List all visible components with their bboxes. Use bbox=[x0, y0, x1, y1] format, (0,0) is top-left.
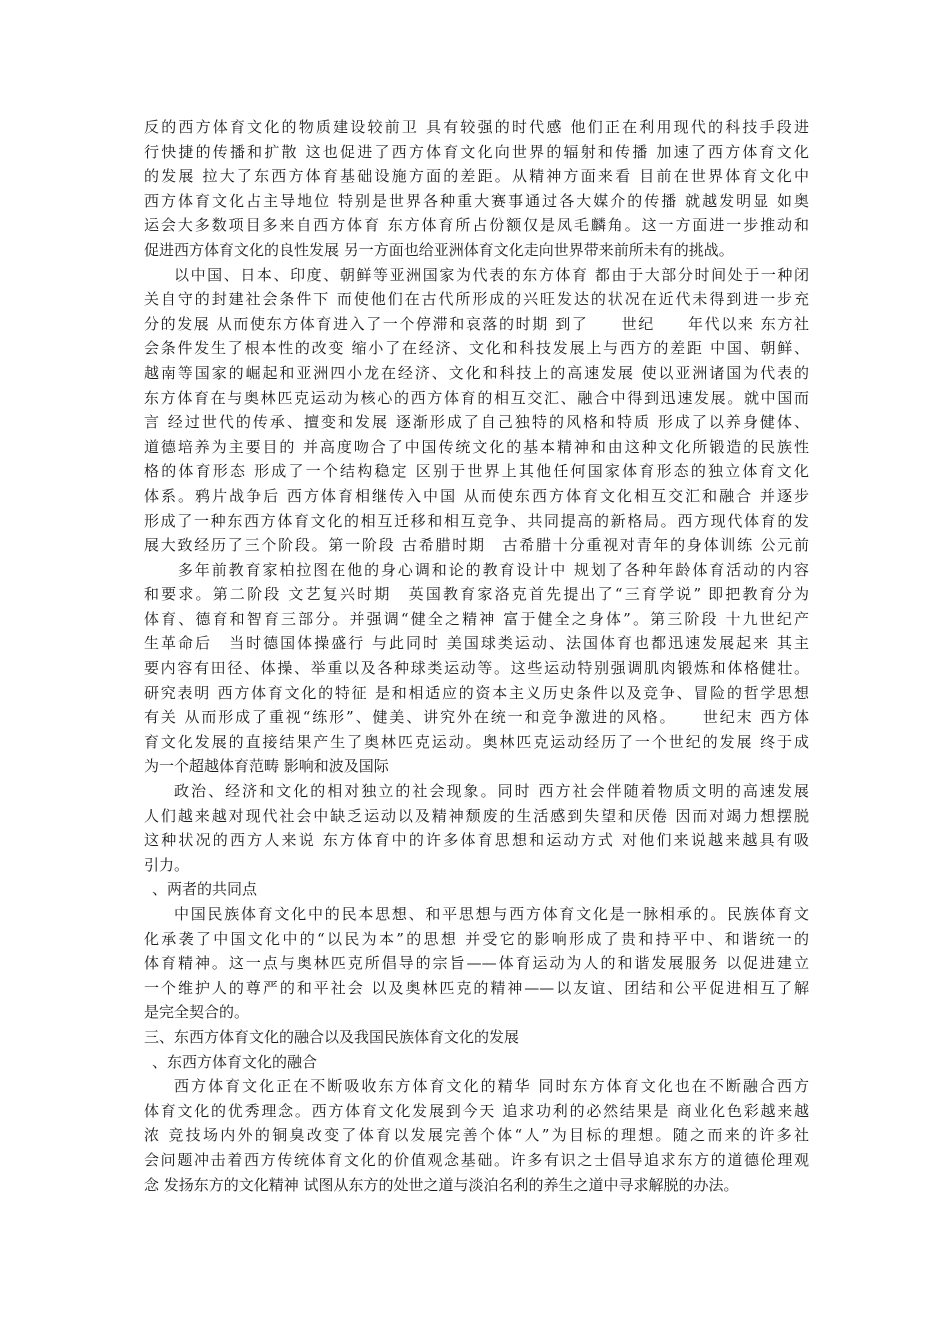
text-line: 体育、德育和智育三部分。并强调“健全之精神 富于健全之身体”。第三阶段 十九世纪产 bbox=[144, 609, 809, 628]
text-line: 多年前教育家柏拉图在他的身心调和论的教育设计中 规划了各种年龄体育活动的内容 bbox=[144, 560, 809, 579]
text-line: 西方体育文化占主导地位 特别是世界各种重大赛事通过各大媒介的传播 就越发明显 如奥 bbox=[144, 191, 809, 210]
text-line: 有关 从而形成了重视“练形”、健美、讲究外在统一和竞争激进的风格。 世纪末 西方体 bbox=[144, 708, 809, 727]
text-line: 格的体育形态 形成了一个结构稳定 区别于世界上其他任何国家体育形态的独立体育文化 bbox=[144, 462, 809, 481]
text-line: 这种状况的西方人来说 东方体育中的许多体育思想和运动方式 对他们来说越来越具有吸 bbox=[144, 831, 809, 850]
text-line: 中国民族体育文化中的民本思想、和平思想与西方体育文化是一脉相承的。民族体育文 bbox=[174, 905, 809, 923]
text-line: 为一个超越体育范畴 影响和波及国际 bbox=[144, 757, 389, 776]
text-line: 生革命后 当时德国体操盛行 与此同时 美国球类运动、法国体育也都迅速发展起来 其主 bbox=[144, 634, 809, 653]
text-line: 东方体育在与奥林匹克运动为核心的西方体育的相互交汇、融合中得到迅速发展。就中国而 bbox=[144, 388, 809, 407]
text-line: 道德培养为主要目的 并高度吻合了中国传统文化的基本精神和由这种文化所锻造的民族性 bbox=[144, 437, 809, 456]
text-line: 促进西方体育文化的良性发展 另一方面也给亚洲体育文化走向世界带来前所未有的挑战。 bbox=[144, 240, 734, 259]
text-line: 关自守的封建社会条件下 而使他们在古代所形成的兴旺发达的状况在近代未得到进一步充 bbox=[144, 290, 809, 309]
text-line: 分的发展 从而使东方体育进入了一个停滞和哀落的时期 到了 世纪 年代以来 东方社 bbox=[144, 314, 809, 333]
text-line: 研究表明 西方体育文化的特征 是和相适应的资本主义历史条件以及竞争、冒险的哲学思想 bbox=[144, 683, 809, 702]
text-line: 、东西方体育文化的融合 bbox=[152, 1052, 318, 1071]
text-line: 展大致经历了三个阶段。第一阶段 古希腊时期 古希腊十分重视对青年的身体训练 公元前 bbox=[144, 536, 809, 555]
text-line: 言 经过世代的传承、擅变和发展 逐渐形成了自己独特的风格和特质 形成了以养身健体、 bbox=[144, 413, 809, 432]
text-line: 念 发扬东方的文化精神 试图从东方的处世之道与淡泊名利的养生之道中寻求解脱的办法。 bbox=[144, 1175, 739, 1194]
text-line: 西方体育文化正在不断吸收东方体育文化的精华 同时东方体育文化也在不断融合西方 bbox=[174, 1077, 809, 1096]
text-line: 形成了一种东西方体育文化的相互迁移和相互竞争、共同提高的新格局。西方现代体育的发 bbox=[144, 511, 809, 530]
text-line: 会问题冲击着西方传统体育文化的价值观念基础。许多有识之士倡导追求东方的道德伦理观 bbox=[144, 1150, 809, 1169]
text-line: 越南等国家的崛起和亚洲四小龙在经济、文化和科技上的高速发展 使以亚洲诸国为代表的 bbox=[144, 363, 809, 382]
text-line: 、两者的共同点 bbox=[152, 880, 258, 899]
text-line: 浓 竞技场内外的铜臭改变了体育以发展完善个体“人”为目标的理想。随之而来的许多社 bbox=[144, 1126, 809, 1145]
text-line: 运会大多数项目多来自西方体育 东方体育所占份额仅是凤毛麟角。这一方面进一步推动和 bbox=[144, 216, 809, 235]
text-line: 反的西方体育文化的物质建设较前卫 具有较强的时代感 他们正在利用现代的科技手段进 bbox=[144, 118, 809, 136]
text-line: 是完全契合的。 bbox=[144, 1003, 250, 1022]
text-line: 的发展 拉大了东西方体育基础设施方面的差距。从精神方面来看 目前在世界体育文化中 bbox=[144, 167, 809, 186]
text-line: 体育精神。这一点与奥林匹克所倡导的宗旨——体育运动为人的和谐发展服务 以促进建立 bbox=[144, 954, 809, 973]
text-line: 引力。 bbox=[144, 855, 190, 874]
body-text bbox=[144, 115, 809, 1197]
text-line: 以中国、日本、印度、朝鲜等亚洲国家为代表的东方体育 都由于大部分时间处于一种闭 bbox=[174, 265, 809, 284]
text-line: 政治、经济和文化的相对独立的社会现象。同时 西方社会伴随着物质文明的高速发展 bbox=[174, 782, 809, 801]
text-line: 体系。鸦片战争后 西方体育相继传入中国 从而使东西方体育文化相互交汇和融合 并逐步 bbox=[144, 486, 809, 505]
text-line: 体育文化的优秀理念。西方体育文化发展到今天 追求功利的必然结果是 商业化色彩越来越 bbox=[144, 1101, 809, 1120]
text-line: 和要求。第二阶段 文艺复兴时期 英国教育家洛克首先提出了“三育学说” 即把教育分为 bbox=[144, 585, 809, 604]
text-line: 人们越来越对现代社会中缺乏运动以及精神颓废的生活感到失望和厌倦 因而对竭力想摆脱 bbox=[144, 806, 809, 825]
text-line: 育文化发展的直接结果产生了奥林匹克运动。奥林匹克运动经历了一个世纪的发展 终于成 bbox=[144, 732, 809, 751]
text-line: 化承袭了中国文化中的“以民为本”的思想 并受它的影响形成了贵和持平中、和谐统一的 bbox=[144, 929, 809, 948]
text-line: 行快捷的传播和扩散 这也促进了西方体育文化向世界的辐射和传播 加速了西方体育文化 bbox=[144, 142, 809, 161]
text-line: 会条件发生了根本性的改变 缩小了在经济、文化和科技发展上与西方的差距 中国、朝鲜、 bbox=[144, 339, 809, 358]
text-line: 一个维护人的尊严的和平社会 以及奥林匹克的精神——以友谊、团结和公平促进相互了解 bbox=[144, 978, 809, 997]
text-line: 要内容有田径、体操、举重以及各种球类运动等。这些运动特别强调肌肉锻炼和体格健壮。 bbox=[144, 659, 809, 678]
text-line: 三、东西方体育文化的融合以及我国民族体育文化的发展 bbox=[144, 1027, 520, 1046]
